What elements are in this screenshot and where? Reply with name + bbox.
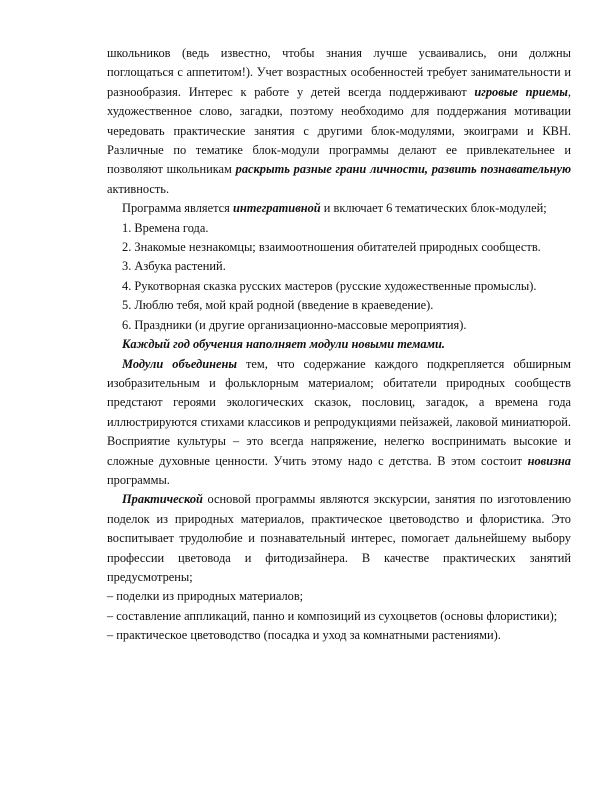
- text-run: , художественное слово, загадки, поэтому необходимо для поддержания мотивации чередовать практические занятия с другими блок-модулями, экоиграми и КВН. Различные по тематике блок-модули программы делают ее привлекательнее и позволяют школьникам: [107, 84, 572, 177]
- paragraph-modules-united: [107, 355, 571, 491]
- paragraph-program-integrative: [107, 199, 571, 218]
- text-run: основой программы являются экскурсии, занятия по изготовлению поделок из природных материалов, практическое цветоводство и флористика. Это воспитывает трудолюбие и познавательный интерес, помогает дальнейшему выбору профессии цветовода и фитодизайнера. В качестве практических занятий предусмотрены;: [107, 492, 571, 584]
- text-run: активность.: [107, 181, 170, 196]
- document-body: [107, 44, 571, 646]
- paragraph-practical: [107, 490, 571, 587]
- text-run: тем, что содержание каждого подкрепляется обширным изобразительным и фольклорным материалом; обитатели природных сообществ предстают героями экологических сказок, пословиц, загадок, а времена года иллюстрируются стихами классиков и репродукциями пейзажей, лаковой миниатюрой. Восприятие культуры – это всегда напряжение, нелегко воспринимать высокие и сложные духовные ценности. Учить этому надо с детства. В этом состоит: [107, 356, 571, 468]
- emphasis-practical: Практической: [122, 492, 203, 507]
- text-run: школьников (ведь известно, чтобы знания лучше усваивались, они должны поглощаться с аппетитом!). Учет возрастных особенностей требует занимательности и разнообразия. Интерес к работе у детей всегда поддерживают: [107, 46, 571, 99]
- module-list-item: 3. Азбука растений.: [122, 259, 226, 274]
- module-list-item: 2. Знакомые незнакомцы; взаимоотношения обитателей природных сообществ.: [122, 240, 541, 255]
- module-list-item: 4. Рукотворная сказка русских мастеров (русские художественные промыслы).: [122, 278, 537, 293]
- text-run: Программа является: [122, 201, 233, 216]
- text-run: и включает 6 тематических блок-модулей;: [320, 201, 547, 216]
- practical-list-item: – составление аппликаций, панно и композиций из сухоцветов (основы флористики);: [107, 608, 558, 623]
- module-list-item: 6. Праздники (и другие организационно-массовые мероприятия).: [122, 317, 467, 332]
- practical-list-item: – практическое цветоводство (посадка и уход за комнатными растениями).: [107, 628, 501, 643]
- paragraph-new-topics: Каждый год обучения наполняет модули новыми темами.: [122, 337, 446, 352]
- emphasis-modules-united: Модули объединены: [122, 356, 237, 371]
- emphasis-integrative: интегративной: [232, 201, 321, 216]
- text-run: программы.: [107, 472, 170, 487]
- emphasis-game-techniques: игровые приемы: [474, 84, 568, 99]
- emphasis-novelty: новизна: [527, 453, 571, 468]
- paragraph-intro: [107, 44, 571, 199]
- module-list-item: 1. Времена года.: [122, 220, 209, 235]
- module-list-item: 5. Люблю тебя, мой край родной (введение в краеведение).: [122, 298, 434, 313]
- practical-list-item: – поделки из природных материалов;: [107, 589, 304, 604]
- emphasis-reveal-personality: раскрыть разные грани личности, развить познавательную: [235, 162, 571, 177]
